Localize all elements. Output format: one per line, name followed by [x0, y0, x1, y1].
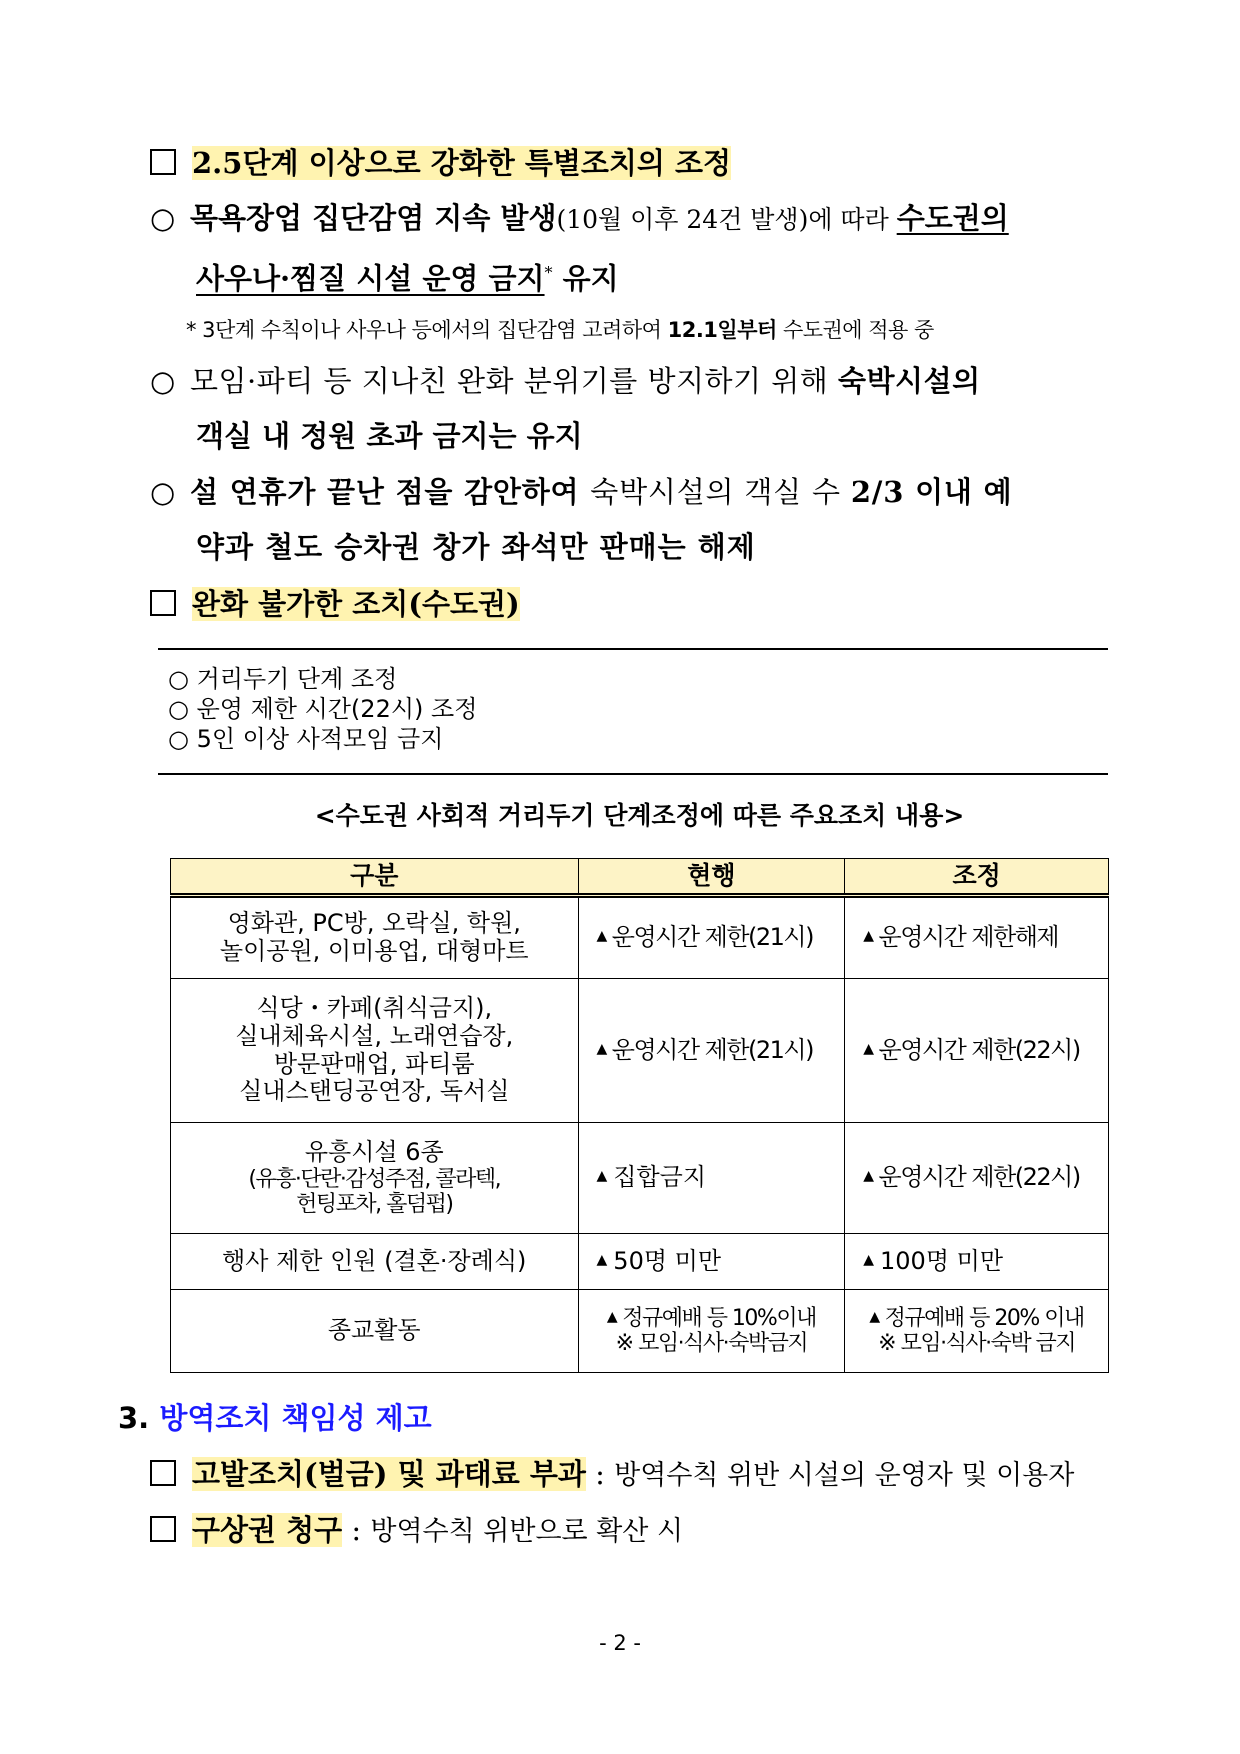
cell-adjusted: ▲ 100명 미만 — [845, 1234, 1109, 1290]
cell-current: ▲ 운영시간 제한(21시) — [578, 979, 845, 1123]
divider-top — [158, 648, 1108, 650]
table-header-row — [171, 859, 1109, 896]
table-row — [171, 1234, 1109, 1290]
list-item: ○ 5인 이상 사적모임 금지 — [168, 725, 444, 753]
cell-current: ▲ 50명 미만 — [578, 1234, 845, 1290]
measures-table — [170, 858, 1109, 1373]
section1-bullet1-line2: 사우나·찜질 시설 운영 금지* 유지 — [196, 261, 619, 296]
cell-adjusted: ▲ 운영시간 제한(22시) — [845, 1123, 1109, 1234]
triangle-bullet-icon: ▲ — [863, 1251, 875, 1268]
checkbox-square-icon — [150, 1460, 176, 1486]
checkbox-square-icon — [150, 149, 176, 175]
header-adjusted: 조정 — [845, 859, 1109, 896]
cell-adjusted: ▲ 운영시간 제한해제 — [845, 896, 1109, 979]
page-number: - 2 - — [599, 1631, 641, 1655]
circle-bullet-icon: ○ — [150, 475, 177, 509]
cell-category: 식당・카페(취식금지), 실내체육시설, 노래연습장, 방문판매업, 파티룸 실내스탠딩공연장, 독서실 — [171, 979, 579, 1123]
cell-category: 행사 제한 인원 (결혼·장례식) — [171, 1234, 579, 1290]
section2-heading — [150, 584, 520, 624]
table-caption: <수도권 사회적 거리두기 단계조정에 따른 주요조치 내용> — [314, 801, 965, 830]
triangle-bullet-icon: ▲ — [863, 1040, 873, 1057]
cell-adjusted: ▲ 정규예배 등 20% 이내 ※ 모임·식사·숙박 금지 — [845, 1290, 1109, 1373]
cell-current: ▲ 집합금지 — [578, 1123, 845, 1234]
list-item: ○ 거리두기 단계 조정 — [168, 665, 398, 693]
triangle-bullet-icon: ▲ — [596, 1251, 608, 1268]
section3-item1: 고발조치(벌금) 및 과태료 부과 : 방역수칙 위반 시설의 운영자 및 이용자 — [150, 1454, 1074, 1496]
cell-current: ▲ 정규예배 등 10%이내 ※ 모임·식사·숙박금지 — [578, 1290, 845, 1373]
section1-footnote: * 3단계 수칙이나 사우나 등에서의 집단감염 고려하여 12.1일부터 수도권에 적용 중 — [186, 318, 934, 342]
section3-title-text: 방역조치 책임성 제고 — [159, 1401, 432, 1435]
triangle-bullet-icon: ▲ — [606, 1308, 617, 1325]
table-row — [171, 896, 1109, 979]
triangle-bullet-icon: ▲ — [863, 928, 873, 945]
section3-number: 3. — [118, 1401, 150, 1435]
cell-current: ▲ 운영시간 제한(21시) — [578, 896, 845, 979]
section1-bullet1-line1: ○ 목욕장업 집단감염 지속 발생(10월 이후 24건 발생)에 따라 수도권의 — [150, 198, 1009, 240]
section1-bullet2-line1: ○ 모임·파티 등 지나친 완화 분위기를 방지하기 위해 숙박시설의 — [150, 361, 981, 401]
cell-category: 종교활동 — [171, 1290, 579, 1373]
checkbox-square-icon — [150, 590, 176, 616]
section1-heading — [150, 143, 731, 183]
triangle-bullet-icon: ▲ — [863, 1168, 873, 1185]
section3-item2: 구상권 청구 : 방역수칙 위반으로 확산 시 — [150, 1510, 683, 1552]
divider-bottom — [158, 773, 1108, 775]
table-row — [171, 1123, 1109, 1234]
triangle-bullet-icon: ▲ — [596, 928, 606, 945]
section1-bullet3-line1: ○ 설 연휴가 끝난 점을 감안하여 숙박시설의 객실 수 2/3 이내 예 — [150, 472, 1012, 512]
section3-title — [118, 1398, 432, 1438]
section2-heading-text: 완화 불가한 조치(수도권) — [192, 587, 520, 621]
section2-list — [168, 664, 477, 754]
circle-bullet-icon: ○ — [150, 201, 176, 235]
section1-bullet2-line2: 객실 내 정원 초과 금지는 유지 — [196, 419, 583, 453]
section1-heading-text: 2.5단계 이상으로 강화한 특별조치의 조정 — [192, 146, 732, 180]
cell-adjusted: ▲ 운영시간 제한(22시) — [845, 979, 1109, 1123]
triangle-bullet-icon: ▲ — [869, 1308, 879, 1325]
checkbox-square-icon — [150, 1516, 176, 1542]
header-category: 구분 — [171, 859, 579, 896]
list-item: ○ 운영 제한 시간(22시) 조정 — [168, 695, 478, 723]
circle-bullet-icon: ○ — [150, 364, 176, 398]
table-row — [171, 1290, 1109, 1373]
cell-category: 영화관, PC방, 오락실, 학원, 놀이공원, 이미용업, 대형마트 — [171, 896, 579, 979]
triangle-bullet-icon: ▲ — [596, 1040, 606, 1057]
triangle-bullet-icon: ▲ — [596, 1168, 608, 1185]
section1-bullet3-line2: 약과 철도 승차권 창가 좌석만 판매는 해제 — [196, 530, 756, 564]
table-row — [171, 979, 1109, 1123]
header-current: 현행 — [578, 859, 845, 896]
cell-category: 유흥시설 6종 (유흥·단란·감성주점, 콜라텍, 헌팅포차, 홀덤펍) — [171, 1123, 579, 1234]
